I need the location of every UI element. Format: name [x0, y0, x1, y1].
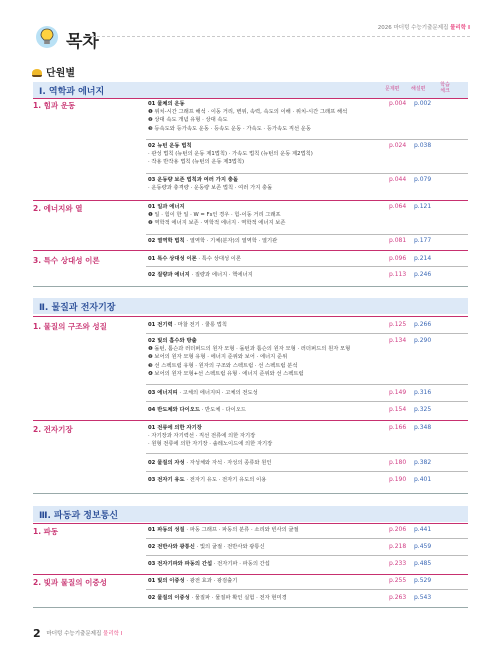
entry-topic: ❶ 돌턴, 톰슨과 러더퍼드의 원자 모형 · 돌턴과 톰슨의 원자 모형 · 러더퍼드의 원자 모형 — [148, 346, 351, 353]
entry-title: 02 뉴턴 운동 법칙 — [148, 143, 192, 149]
entry-topic: ❸ 선 스펙트럼 유형 · 원자의 구조와 스펙트럼 · 선 스펙트럼 분석 — [148, 362, 298, 369]
chapter-title: 2. 빛과 물질의 이중성 — [33, 578, 107, 587]
entry-topic: ❷ 상대 속도 개념 유형 · 상대 속도 — [148, 117, 228, 124]
entry-title: 03 전자기 유도 — [148, 477, 185, 483]
entry-topic: · 파동 그래프 · 파동의 분류 · 소리와 빈사의 굴절 — [186, 527, 299, 533]
toc-entry[interactable] — [148, 142, 313, 167]
entry-divider — [146, 555, 468, 556]
footer-book-title: 마더텅 수능기출문제집 — [46, 631, 102, 637]
entry-title: 01 특수 상대성 이론 — [148, 256, 197, 262]
entry-topic: ❷ 보어의 원자 모형 유형 · 에너지 준위와 보어 · 에너지 준위 — [148, 354, 288, 361]
entry-title: 03 에너지띠 — [148, 390, 178, 396]
entry-title: 02 열역학 법칙 — [148, 238, 185, 244]
column-header: 문제편 — [385, 86, 400, 92]
answer-page[interactable]: p.459 — [414, 543, 432, 550]
chapter-rule — [33, 523, 468, 524]
entry-divider — [146, 384, 468, 385]
problem-page[interactable]: p.149 — [389, 389, 407, 396]
entry-divider — [146, 139, 468, 140]
problem-page[interactable]: p.255 — [389, 577, 407, 584]
toc-entry[interactable] — [148, 594, 287, 602]
entry-divider — [146, 471, 468, 472]
unit-icon — [32, 69, 42, 77]
book-title: 2026 마더텅 수능기출문제집 물리학 Ⅰ — [377, 25, 470, 31]
chapter-rule — [33, 98, 468, 99]
part-bar — [33, 506, 468, 522]
entry-topic: · 운동량과 충격량 · 운동량 보존 법칙 · 여러 가지 충돌 — [148, 185, 273, 192]
chapter-rule — [33, 420, 468, 421]
entry-title: 01 파동의 성질 — [148, 527, 185, 533]
answer-page[interactable]: p.348 — [414, 424, 432, 431]
problem-page[interactable]: p.113 — [389, 271, 407, 278]
entry-title: 02 물질의 자성 — [148, 460, 185, 466]
answer-page[interactable]: p.529 — [414, 577, 432, 584]
page-title: 목차 — [66, 32, 99, 52]
problem-page[interactable]: p.064 — [389, 203, 407, 210]
entry-topic: ❹ 보어의 원자 모형+선 스펙트럼 유형 · 에너지 준위와 선 스펙트럼 — [148, 370, 304, 377]
entry-topic: · 전자기파 · 파동의 간섭 — [213, 561, 270, 567]
entry-divider — [146, 173, 468, 174]
answer-page[interactable]: p.246 — [414, 271, 432, 278]
entry-topic: · 작용 반작용 법칙 (뉴턴의 운동 제3법칙) — [148, 159, 245, 166]
part-title: Ⅰ. 역학과 에너지 — [39, 87, 105, 97]
page-header — [0, 0, 500, 70]
toc-entry[interactable] — [148, 526, 299, 534]
entry-title: 03 운동량 보존 법칙과 여러 가지 충돌 — [148, 177, 239, 183]
problem-page[interactable]: p.263 — [389, 594, 407, 601]
entry-title: 01 전류에 의한 자기장 — [148, 425, 202, 431]
entry-topic: · 질량과 에너지 · 핵에너지 — [191, 272, 253, 278]
entry-divider — [146, 538, 468, 539]
problem-page[interactable]: p.081 — [389, 237, 407, 244]
entry-divider — [146, 333, 468, 334]
problem-page[interactable]: p.134 — [389, 337, 407, 344]
header-divider — [92, 36, 470, 37]
problem-page[interactable]: p.044 — [389, 176, 407, 183]
problem-page[interactable]: p.190 — [389, 476, 407, 483]
problem-page[interactable]: p.218 — [389, 543, 407, 550]
toc-entry[interactable] — [148, 543, 265, 551]
chapter-title: 2. 에너지와 열 — [33, 204, 83, 213]
problem-page[interactable]: p.233 — [389, 560, 407, 567]
entry-title: 03 전자기파와 파동의 간섭 — [148, 561, 213, 567]
toc-entry[interactable] — [148, 237, 277, 245]
problem-page[interactable]: p.125 — [389, 321, 407, 328]
toc-entry[interactable] — [148, 203, 286, 228]
chapter-rule — [33, 250, 468, 251]
entry-topic: · 열역학 · 기체(분자)의 열역학 · 열기관 — [186, 238, 278, 244]
problem-page[interactable]: p.206 — [389, 526, 407, 533]
chapter-title: 1. 파동 — [33, 527, 59, 536]
entry-topic: · 자기장과 자기력선 · 직선 전류에 의한 자기장 — [148, 433, 256, 440]
answer-page[interactable]: p.038 — [414, 142, 432, 149]
entry-topic: · 물질파 · 물질파 확인 실험 · 전자 현미경 — [191, 595, 287, 601]
toc-entry[interactable] — [148, 176, 272, 192]
entry-topic: · 원형 전류에 의한 자기장 · 솔레노이드에 의한 자기장 — [148, 441, 273, 448]
entry-title: 01 빛의 이중성 — [148, 578, 185, 584]
answer-page[interactable]: p.214 — [414, 255, 432, 262]
answer-page[interactable]: p.002 — [414, 100, 432, 107]
entry-title: 02 질량과 에너지 — [148, 272, 190, 278]
entry-divider — [146, 266, 468, 267]
toc-entry[interactable] — [148, 459, 271, 467]
toc-entry[interactable] — [148, 255, 241, 263]
toc-entry[interactable] — [148, 560, 270, 568]
toc-entry[interactable] — [148, 337, 350, 378]
chapter-title: 1. 물질의 구조와 성질 — [33, 322, 107, 331]
toc-entry[interactable] — [148, 577, 237, 585]
answer-page[interactable]: p.325 — [414, 406, 432, 413]
entry-title: 01 물체의 운동 — [148, 101, 185, 107]
problem-page[interactable]: p.024 — [389, 142, 407, 149]
part-bar — [33, 82, 468, 98]
answer-page[interactable]: p.266 — [414, 321, 432, 328]
entry-title: 01 전기력 — [148, 322, 173, 328]
entry-topic: · 고체의 에너지띠 · 고체의 전도성 — [179, 390, 258, 396]
entry-topic: ❶ 위치-시간 그래프 해석 · 이동 거리, 변위, 속력, 속도의 이해 · 위치-시간 그래프 해석 — [148, 109, 348, 116]
part-title: Ⅲ. 파동과 정보통신 — [39, 511, 119, 521]
toc-entry[interactable] — [148, 321, 227, 329]
answer-page[interactable]: p.177 — [414, 237, 432, 244]
chapter-rule — [33, 200, 468, 201]
entry-topic: · 광전 효과 · 광검출기 — [186, 578, 238, 584]
entry-divider — [146, 401, 468, 402]
entry-topic: ❸ 등속도와 등가속도 운동 · 등속도 운동 · 가속도 · 등가속도 직선 운동 — [148, 125, 312, 132]
problem-page[interactable]: p.004 — [389, 100, 407, 107]
chapter-rule — [33, 316, 468, 317]
problem-page[interactable]: p.180 — [389, 459, 407, 466]
entry-divider — [146, 589, 468, 590]
part-divider — [33, 607, 468, 608]
chapter-title: 2. 전자기장 — [33, 425, 73, 434]
part-bar — [33, 298, 468, 314]
answer-page[interactable]: p.543 — [414, 594, 432, 601]
toc-entry[interactable] — [148, 100, 347, 133]
entry-title: 04 반도체와 다이오드 — [148, 407, 200, 413]
answer-page[interactable]: p.441 — [414, 526, 432, 533]
entry-topic: · 자성체와 자석 · 자성의 종류와 원인 — [186, 460, 272, 466]
toc-entry[interactable] — [148, 476, 266, 484]
column-header: 해설편 — [411, 86, 426, 92]
page-footer — [33, 627, 122, 640]
answer-page[interactable]: p.485 — [414, 560, 432, 567]
entry-topic: · 관성 법칙 (뉴턴의 운동 제1법칙) · 가속도 법칙 (뉴턴의 운동 제2법칙) — [148, 151, 313, 158]
entry-topic: ❶ 일 · 힘이 한 일 · W = Fs인 경우 · 힘-이동 거리 그래프 — [148, 212, 281, 219]
chapter-title: 3. 특수 상대성 이론 — [33, 256, 100, 265]
answer-page[interactable]: p.382 — [414, 459, 432, 466]
part-divider — [33, 493, 468, 494]
chapter-rule — [33, 574, 468, 575]
column-header: 학습 체크 — [440, 82, 450, 94]
footer-book-subject: 물리학 Ⅰ — [103, 631, 123, 637]
toc-entry[interactable] — [148, 424, 272, 449]
problem-page[interactable]: p.166 — [389, 424, 407, 431]
answer-page[interactable]: p.290 — [414, 337, 432, 344]
toc-entry[interactable] — [148, 406, 246, 414]
page-number: 2 — [33, 627, 41, 640]
answer-page[interactable]: p.079 — [414, 176, 432, 183]
entry-title: 02 전반사와 광통신 — [148, 544, 195, 550]
entry-topic: · 마찰 전기 · 쿨롱 법칙 — [174, 322, 227, 328]
section-heading: 단원별 — [32, 64, 75, 79]
answer-page[interactable]: p.401 — [414, 476, 432, 483]
entry-topic: ❷ 역학적 에너지 보존 · 역학적 에너지 · 역학적 에너지 보존 — [148, 220, 286, 227]
chapter-title: 1. 힘과 운동 — [33, 101, 76, 110]
entry-topic: · 특수 상대성 이론 — [198, 256, 241, 262]
entry-topic: · 빛의 굴절 · 전반사와 광통신 — [196, 544, 265, 550]
toc-entry[interactable] — [148, 271, 253, 279]
lightbulb-icon — [36, 26, 58, 48]
entry-divider — [146, 453, 468, 454]
problem-page[interactable]: p.096 — [389, 255, 407, 262]
part-divider — [33, 286, 468, 287]
toc-entry[interactable] — [148, 389, 258, 397]
entry-title: 02 빛의 흡수와 방출 — [148, 338, 197, 344]
entry-title: 02 물질의 이중성 — [148, 595, 190, 601]
part-title: Ⅱ. 물질과 전자기장 — [39, 303, 116, 313]
answer-page[interactable]: p.316 — [414, 389, 432, 396]
answer-page[interactable]: p.121 — [414, 203, 432, 210]
entry-title: 01 일과 에너지 — [148, 204, 185, 210]
entry-divider — [146, 234, 468, 235]
entry-topic: · 반도체 · 다이오드 — [201, 407, 246, 413]
entry-topic: · 전자기 유도 · 전자기 유도의 이용 — [186, 477, 267, 483]
problem-page[interactable]: p.154 — [389, 406, 407, 413]
